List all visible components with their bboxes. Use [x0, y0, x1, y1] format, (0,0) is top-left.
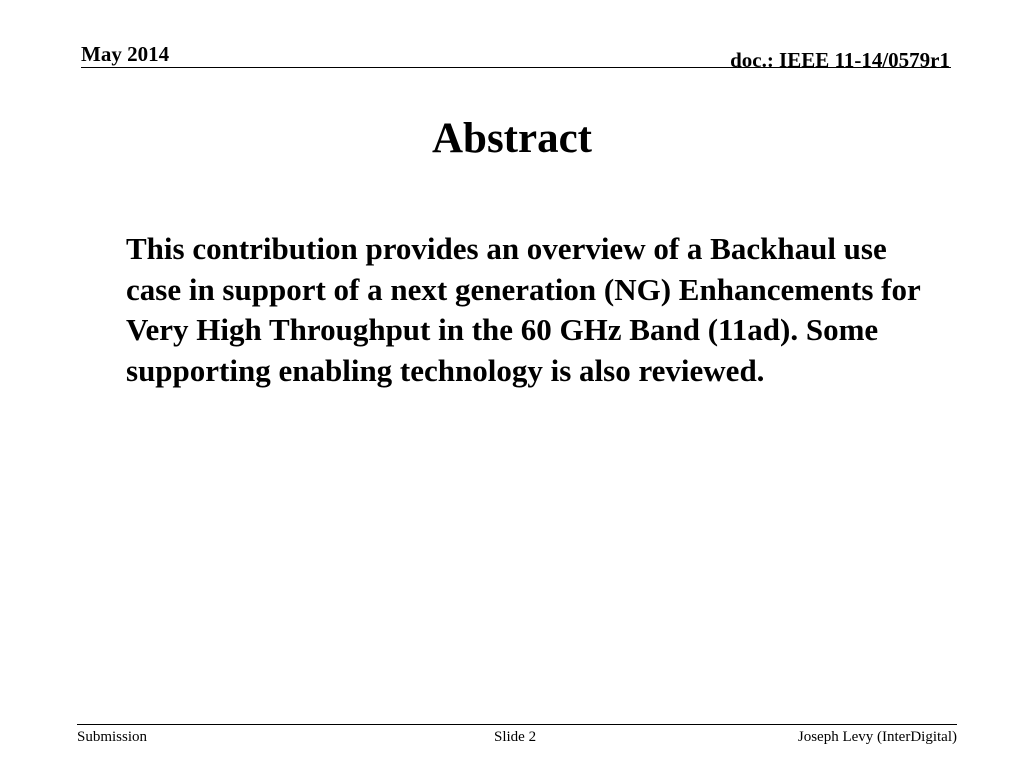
header-date: May 2014	[81, 42, 170, 66]
header-doc-id: doc.: IEEE 11-14/0579r1	[730, 48, 950, 72]
footer-submission: Submission	[77, 729, 148, 745]
footer-divider	[77, 724, 957, 725]
abstract-body: This contribution provides an overview of a Backhaul use case in support of a next generation (NG) Enhancements for Very High Throughput in the 60 GHz Band (11ad). Some supporting enabling technology is also reviewed.	[126, 231, 921, 388]
slide-title: Abstract	[431, 115, 592, 162]
footer-author: Joseph Levy (InterDigital)	[797, 729, 957, 745]
header-divider	[81, 67, 951, 68]
footer-slide-number: Slide 2	[494, 729, 537, 745]
